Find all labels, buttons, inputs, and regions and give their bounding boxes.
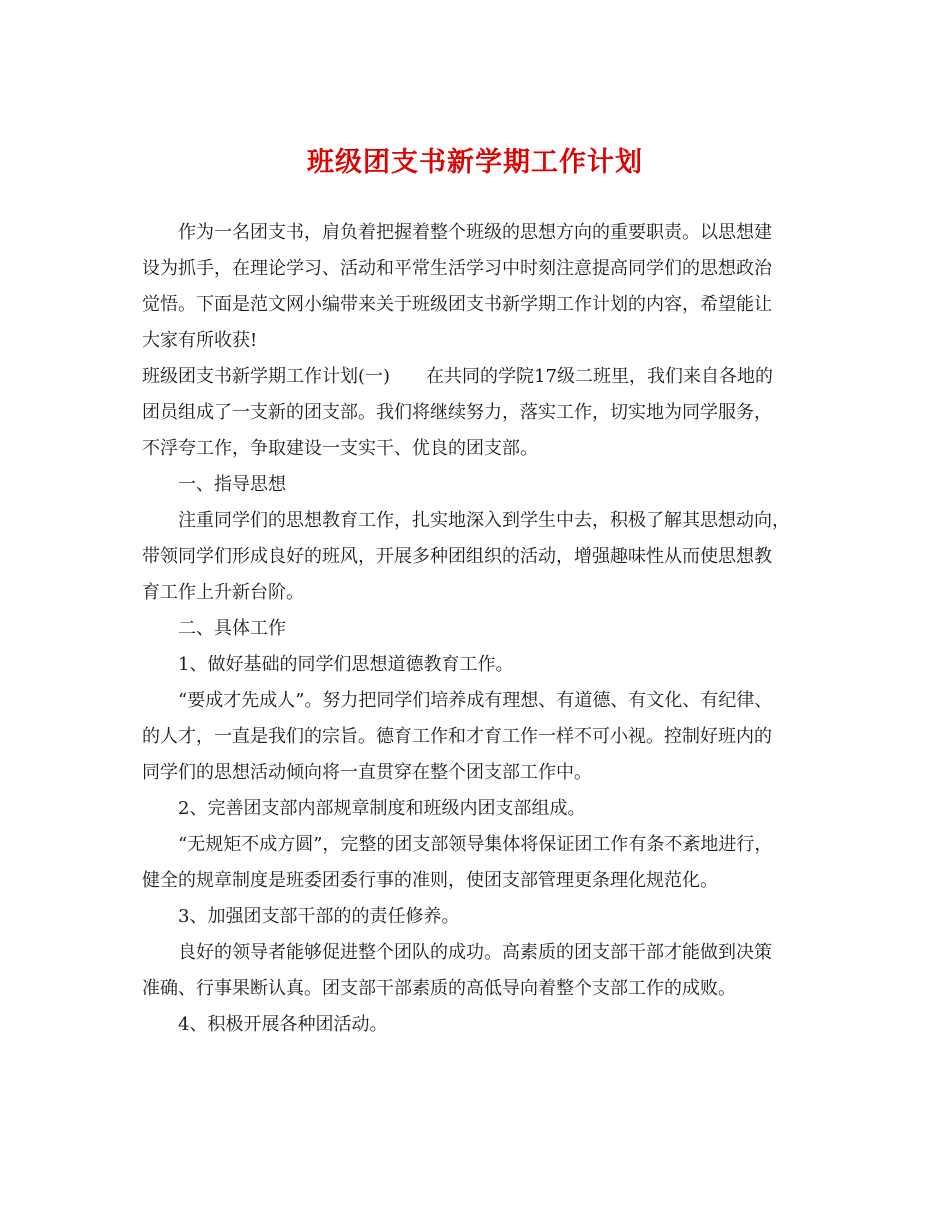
body-line: 不浮夸工作，争取建设一支实干、优良的团支部。 bbox=[142, 438, 538, 459]
body-line: 团员组成了一支新的团支部。我们将继续努力，落实工作，切实地为同学服务， bbox=[142, 402, 772, 423]
section-heading: 二、具体工作 bbox=[178, 618, 286, 639]
list-item-heading: 3、加强团支部干部的的责任修养。 bbox=[178, 906, 460, 927]
body-line: 良好的领导者能够促进整个团队的成功。高素质的团支部干部才能做到决策 bbox=[178, 942, 772, 963]
section-heading-plan-1: 班级团支书新学期工作计划(一) bbox=[142, 366, 391, 387]
body-line: 健全的规章制度是班委团委行事的准则，使团支部管理更条理化规范化。 bbox=[142, 870, 718, 891]
body-line: 育工作上升新台阶。 bbox=[142, 582, 304, 603]
body-line: 设为抓手，在理论学习、活动和平常生活学习中时刻注意提高同学们的思想政治 bbox=[142, 258, 772, 279]
section-heading: 一、指导思想 bbox=[178, 474, 286, 495]
body-line: 作为一名团支书，肩负着把握着整个班级的思想方向的重要职责。以思想建 bbox=[178, 222, 772, 243]
body-line: “无规矩不成方圆”，完整的团支部领导集体将保证团工作有条不紊地进行， bbox=[178, 834, 773, 855]
list-item-heading: 2、完善团支部内部规章制度和班级内团支部组成。 bbox=[178, 798, 586, 819]
body-line: “要成才先成人”。努力把同学们培养成有理想、有道德、有文化、有纪律、 bbox=[178, 690, 773, 711]
list-item-heading: 1、做好基础的同学们思想道德教育工作。 bbox=[178, 654, 514, 675]
document-title: 班级团支书新学期工作计划 bbox=[307, 147, 643, 178]
body-text: 在共同的学院17级二班里，我们来自各地的 bbox=[426, 366, 773, 387]
list-item-heading: 4、积极开展各种团活动。 bbox=[178, 1014, 388, 1035]
body-line: 带领同学们形成良好的班风，开展多种团组织的活动，增强趣味性从而使思想教 bbox=[142, 546, 772, 567]
body-line: 觉悟。下面是范文网小编带来关于班级团支书新学期工作计划的内容，希望能让 bbox=[142, 294, 772, 315]
body-line: 大家有所收获! bbox=[142, 330, 258, 351]
body-line bbox=[142, 366, 773, 388]
body-line: 同学们的思想活动倾向将一直贯穿在整个团支部工作中。 bbox=[142, 762, 592, 783]
body-line: 准确、行事果断认真。团支部干部素质的高低导向着整个支部工作的成败。 bbox=[142, 978, 736, 999]
body-line: 注重同学们的思想教育工作，扎实地深入到学生中去，积极了解其思想动向， bbox=[178, 510, 790, 531]
body-line: 的人才，一直是我们的宗旨。德育工作和才育工作一样不可小视。控制好班内的 bbox=[142, 726, 772, 747]
